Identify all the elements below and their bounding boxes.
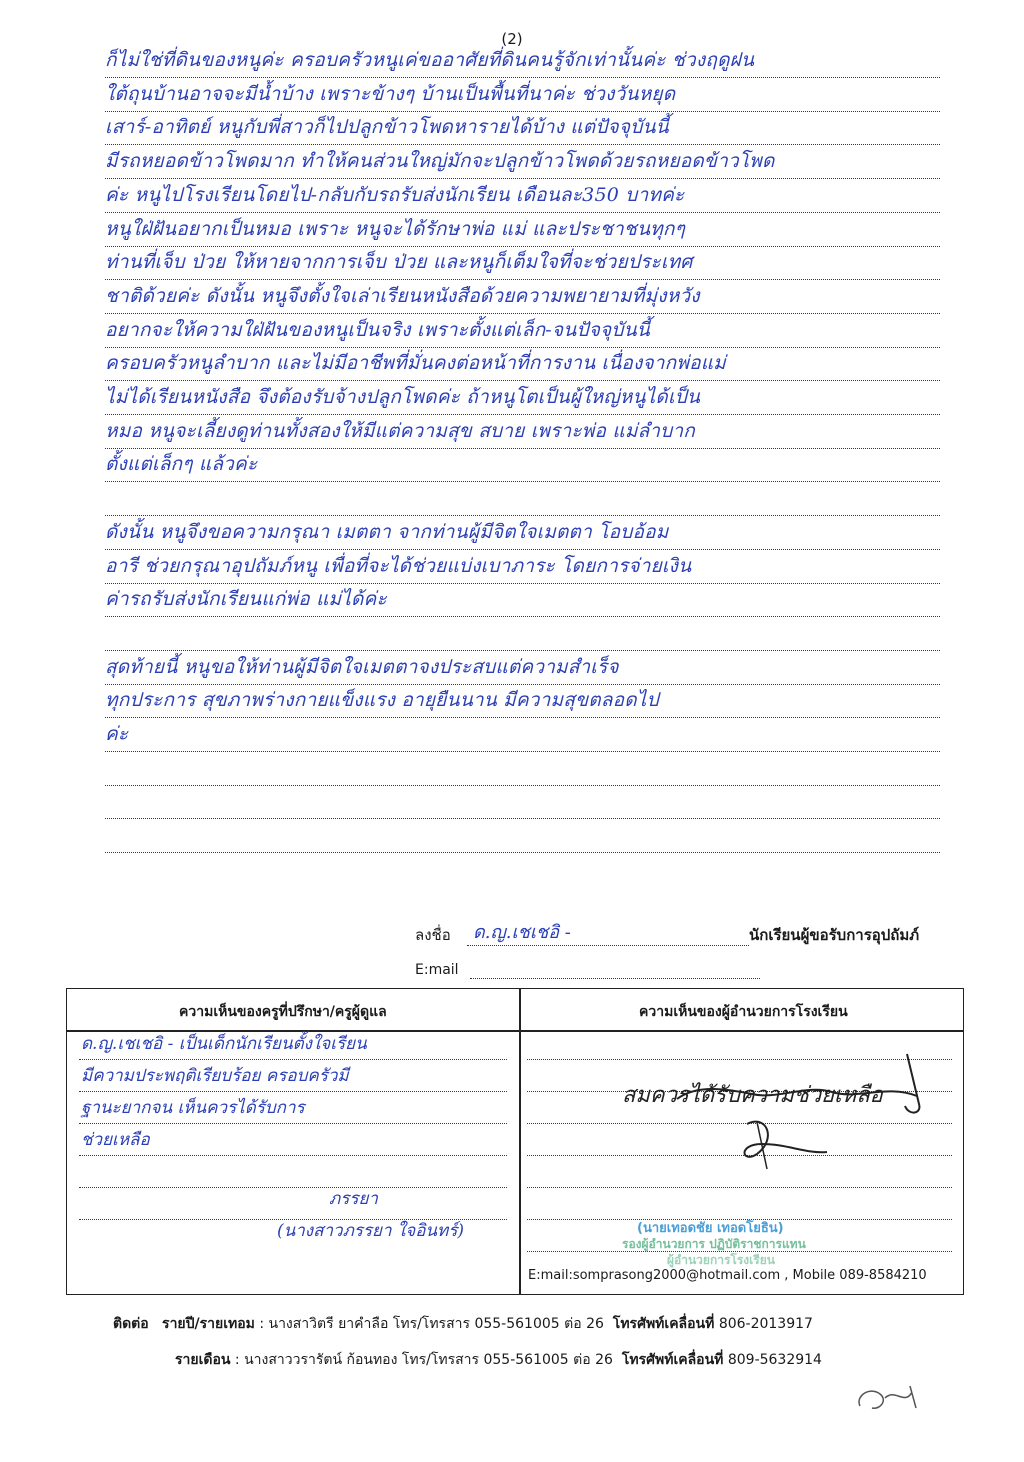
letter-text: หนูใฝ่ฝันอยากเป็นหมอ เพราะ หนูจะได้รักษาพ่อ แม่ และประชาชนทุกๆ — [105, 217, 686, 240]
footer-row2-text: : นางสาววรารัตน์ ก้อนทอง โทร/โทรสาร 055-561005 ต่อ 26 — [234, 1352, 613, 1368]
letter-text: ค่ะ — [105, 723, 129, 745]
letter-text: ทุกประการ สุขภาพร่างกายแข็งแรง อายุยืนนาน มีความสุขตลอดไป — [105, 689, 659, 712]
footer-contact-label: ติดต่อ — [113, 1316, 149, 1332]
letter-text: ไม่ได้เรียนหนังสือ จึงต้องรับจ้างปลูกโพดค่ะ ถ้าหนูโตเป็นผู้ใหญ่หนูได้เป็น — [105, 386, 701, 408]
letter-line — [105, 453, 940, 482]
letter-text: ดังนั้น หนูจึงขอความกรุณา เมตตา จากท่านผู้มีจิตใจเมตตา โอบอ้อม — [105, 520, 669, 543]
teacher-comment: มีความประพฤติเรียบร้อย ครอบครัวมี — [81, 1066, 349, 1086]
letter-text: ค่ะ หนูไปโรงเรียนโดยไป-กลับกับรถรับส่งนักเรียน เดือนละ350 บาทค่ะ — [105, 183, 685, 206]
letter-text: ชาติด้วยค่ะ ดังนั้น หนูจึงตั้งใจเล่าเรียนหนังสือด้วยความพยายามที่มุ่งหวัง — [105, 284, 700, 307]
footer-row1-mobile: 806-2013917 — [718, 1316, 813, 1332]
letter-text: อยากจะให้ความใฝ่ฝันของหนูเป็นจริง เพราะตั้งแต่เล็ก-จนปัจจุบันนี้ — [105, 318, 650, 341]
footer-row2-mobile: 809-5632914 — [727, 1352, 822, 1368]
student-name: ด.ญ.เชเชอิ - — [473, 922, 571, 943]
teacher-comment: ฐานะยากจน เห็นควรได้รับการ — [81, 1098, 305, 1118]
letter-text: สุดท้ายนี้ หนูขอให้ท่านผู้มีจิตใจเมตตาจงประสบแต่ความสำเร็จ — [105, 655, 619, 678]
footer-row1-label: รายปี/รายเทอม — [162, 1316, 255, 1332]
teacher-line — [79, 1066, 507, 1092]
letter-text: มีรถหยอดข้าวโพดมาก ทำให้คนส่วนใหญ่มักจะปลูกข้าวโพดด้วยรถหยอดข้าวโพด — [105, 150, 775, 173]
letter-line — [105, 116, 940, 145]
email-row — [415, 962, 815, 982]
letter-text: ก็ไม่ใช่ที่ดินของหนูค่ะ ครอบครัวหนูเค่ขออาศัยที่ดินคนรู้จักเท่านั้นค่ะ ช่วงฤดูฝน — [105, 49, 755, 71]
letter-line — [105, 493, 940, 516]
letter-text: ใต้ถุนบ้านอาจจะมีน้ำบ้าง เพราะข้างๆ บ้านเป็นพื้นที่นาค่ะ ช่วงวันหยุด — [105, 82, 676, 105]
letter-line — [105, 386, 940, 415]
email-label: E:mail — [415, 962, 459, 978]
letter-text: ตั้งแต่เล็กๆ แล้วค่ะ — [105, 453, 258, 476]
teacher-line — [79, 1169, 507, 1188]
letter-line — [105, 830, 940, 853]
letter-line — [105, 588, 940, 617]
letter-line — [105, 150, 940, 179]
director-comment: สมควรได้รับความช่วยเหลือ — [622, 1083, 883, 1108]
table-divider — [519, 989, 521, 1294]
signature-role: นักเรียนผู้ขอรับการอุปถัมภ์ — [749, 926, 920, 944]
teacher-signature: ภรรยา — [329, 1189, 378, 1209]
footer-row2-label: รายเดือน — [175, 1352, 231, 1368]
letter-line — [105, 763, 940, 786]
letter-line — [105, 284, 940, 314]
director-position-stamp: รองผู้อำนวยการ ปฏิบัติราชการแทน — [622, 1237, 806, 1251]
teacher-comment: ช่วยเหลือ — [81, 1130, 150, 1150]
letter-line — [105, 352, 940, 381]
director-position-stamp-2: ผู้อำนวยการโรงเรียน — [667, 1253, 775, 1267]
letter-line — [105, 251, 940, 280]
letter-text: ครอบครัวหนูลำบาก และไม่มีอาชีพที่มั่นคงต่อหน้าที่การงาน เนื่องจากพ่อแม่ — [105, 352, 726, 375]
footer-row-2 — [175, 1349, 822, 1371]
footer-row1-text: : นางสาวิตรี ยาคำลือ โทร/โทรสาร 055-561005 ต่อ 26 — [259, 1316, 604, 1332]
letter-line — [105, 82, 940, 112]
footer-row-1 — [113, 1313, 813, 1335]
letter-line — [105, 520, 940, 550]
letter-line — [105, 49, 940, 78]
letter-text: อารี ช่วยกรุณาอุปถัมภ์หนู เพื่อที่จะได้ช่วยแบ่งเบาภาระ โดยการจ่ายเงิน — [105, 554, 692, 577]
letter-line — [105, 628, 940, 651]
footer-row2-mobile-label: โทรศัพท์เคลื่อนที่ — [621, 1352, 724, 1368]
director-signature-icon — [657, 1044, 937, 1184]
footer-row1-mobile-label: โทรศัพท์เคลื่อนที่ — [612, 1316, 715, 1332]
page-number: (2) — [501, 30, 523, 48]
letter-line — [105, 689, 940, 718]
teacher-line — [79, 1130, 507, 1156]
signature-row — [415, 922, 935, 949]
letter-line — [105, 723, 940, 752]
letter-line — [105, 554, 940, 584]
opinion-table — [66, 988, 964, 1295]
letter-text: ท่านที่เจ็บ ป่วย ให้หายจากการเจ็บ ป่วย และหนูก็เต็มใจที่จะช่วยประเทศ — [105, 251, 693, 274]
teacher-line — [79, 1034, 507, 1060]
letter-line — [105, 183, 940, 213]
teacher-comment: ด.ญ.เชเชอิ - เป็นเด็กนักเรียนตั้งใจเรียน — [81, 1034, 367, 1054]
initials-mark-icon — [850, 1378, 930, 1418]
letter-line — [105, 655, 940, 685]
teacher-header: ความเห็นของครูที่ปรึกษา/ครูผู้ดูแล — [179, 1004, 387, 1020]
teacher-name: (นางสาวภรรยา ใจอินทร์) — [277, 1221, 465, 1241]
email-dots — [470, 962, 760, 979]
director-contact: E:mail:somprasong2000@hotmail.com , Mobile 089-8584210 — [528, 1268, 927, 1283]
letter-line — [105, 796, 940, 819]
letter-line — [105, 419, 940, 449]
letter-text: ค่ารถรับส่งนักเรียนแก่พ่อ แม่ได้ค่ะ — [105, 588, 387, 611]
teacher-line — [79, 1098, 507, 1124]
director-name-stamp: (นายเทอดชัย เทอดโยธิน) — [637, 1221, 784, 1236]
signature-label: ลงชื่อ — [415, 926, 451, 944]
director-header: ความเห็นของผู้อำนวยการโรงเรียน — [639, 1004, 848, 1020]
letter-line — [105, 318, 940, 348]
letter-text: หมอ หนูจะเลี้ยงดูท่านทั้งสองให้มีแต่ความสุข สบาย เพราะพ่อ แม่ลำบาก — [105, 419, 695, 442]
letter-text: เสาร์-อาทิตย์ หนูกับพี่สาวก็ไปปลูกข้าวโพดหารายได้บ้าง แต่ปัจจุบันนี้ — [105, 116, 669, 139]
letter-line — [105, 217, 940, 247]
